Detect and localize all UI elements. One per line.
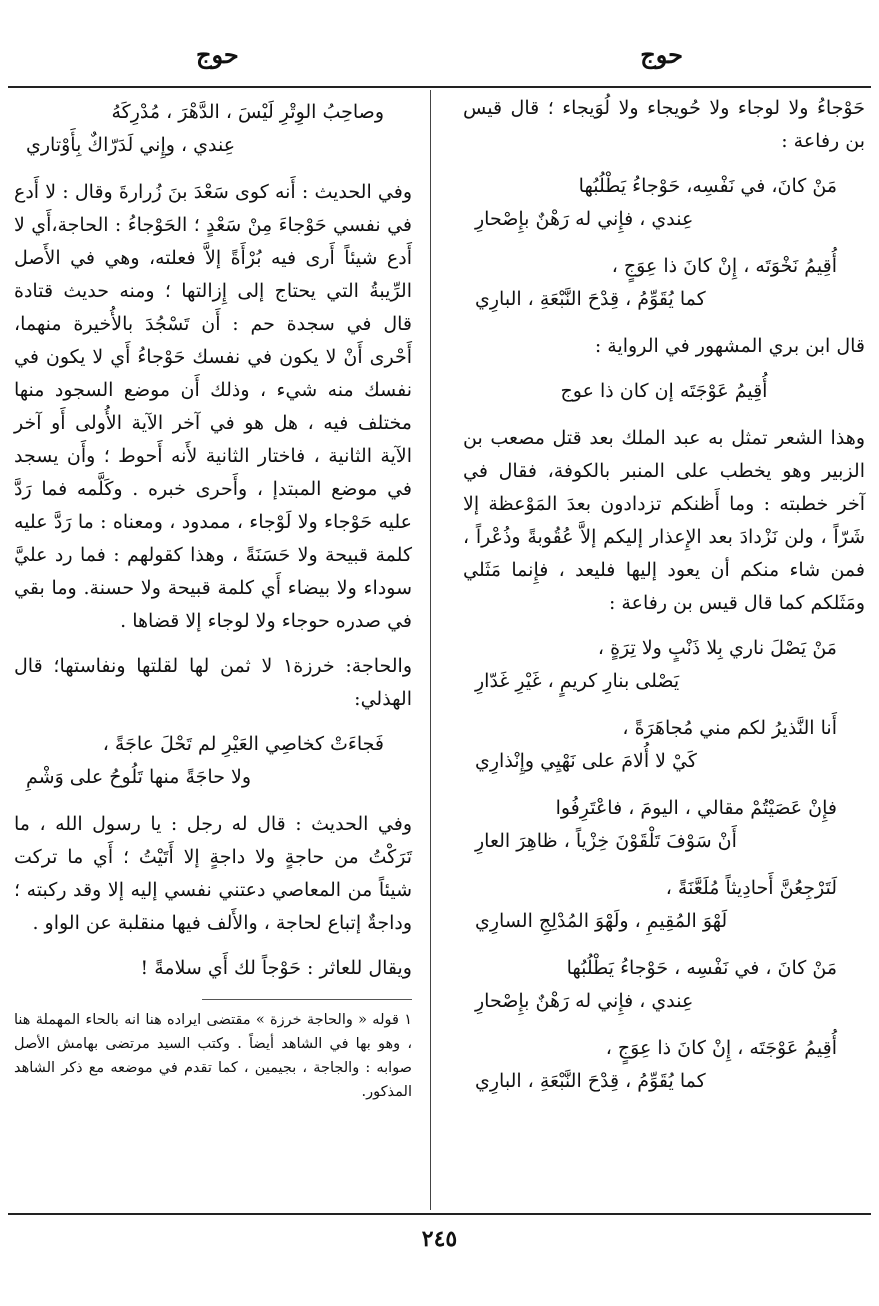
verse-hemistich-1: أُقِيمُ نَخْوَتَه ، إِنْ كانَ ذا عِوَجٍ ، xyxy=(611,255,837,277)
verse-hemistich-1: مَنْ كانَ ، في نَفْسِه ، حَوْجاءُ يَطْلُبُها xyxy=(566,957,837,979)
right-column xyxy=(463,92,865,1112)
verse-hemistich-2: لَهْوَ المُقِيمِ ، ولَهْوَ المُدْلِجِ السارِي xyxy=(475,910,728,932)
verse xyxy=(463,952,865,1018)
verse-hemistich-1: فإِنْ عَصَيْتُمْ مقالي ، اليومَ ، فاعْتَرِفُوا xyxy=(555,797,837,819)
paragraph: وفي الحديث : أَنه كوى سَعْدَ بنَ زُرارةَ وقال : لا أَدع في نفسي حَوْجاءَ مِنْ سَعْدٍ ؛ الحَوْجاءُ : الحاجة،أَي لا أَدع شيئاً أَرى فيه بُرْأَةً إلاَّ فعلته، وهي في الأَصل الرِّيبةُ التي يحتاج إلى إِزالتها ؛ ومنه حديث قتادة قال في سجدة حم : أَن تَسْجُدَ بالأُخيرة منهما، أَحْرى أَنْ لا يكون في نفسك حَوْجاءُ أَي لا يكون في نفسك منه شيء ، وذلك أَن موضع السجود منها مختلف فيه ، هل هو في آخر الآية الأُولى أَو آخر الآية الثانية ، فاختار الثانية لأَنه أَحوط ؛ وأَن يسجد في موضع المبتدإ ، وأَحرى خبره . وكَلَّمه فما رَدَّ عليه حَوْجاء ولا لَوْجاء ، ممدود ، ومعناه : ما رَدَّ عليه كلمة قبيحة ولا حَسَنَةً ، وهذا كقولهم : فما رد عليَّ سوداء ولا بيضاء أَي كلمة قبيحة ولا حسنة. وما بقي في صدره حوجاء ولا لوجاء إلا قضاها . xyxy=(14,181,412,632)
verse xyxy=(463,1032,865,1098)
verse xyxy=(463,250,865,316)
verse xyxy=(14,728,412,794)
left-column xyxy=(14,92,412,1116)
verse-hemistich-1: أَنا النَّذيرُ لكم مني مُجاهَرَةً ، xyxy=(622,717,837,739)
verse-hemistich-2: ولا حاجَةً منها تَلُوحُ على وَشْمِ xyxy=(26,766,251,788)
paragraph: وفي الحديث : قال له رجل : يا رسول الله ، ما تَرَكْتُ من حاجةٍ ولا داجةٍ إلا أَتَيْتُ ؛ أَي ما تركت شيئاً من المعاصي دعتني نفسي إليه إلا وقد ركبته ؛ وداجةٌ إتباع لحاجة ، والأَلف فيها منقلبة عن الواو . xyxy=(14,813,412,934)
verse xyxy=(463,872,865,938)
paragraph: والحاجة: خرزة١ لا ثمن لها لقلتها ونفاستها؛ قال الهذلي: xyxy=(14,655,413,710)
verse-hemistich-1: فَجاءَتْ كخاصِي العَيْرِ لم تَحْلَ عاجَةً ، xyxy=(102,733,384,755)
verse-hemistich-2: كما يُقَوِّمُ ، قِدْحَ النَّبْعَةِ ، البارِي xyxy=(475,1070,706,1092)
verse-hemistich-2: عِندي ، فإِني له رَهْنٌ بإِصْحارِ xyxy=(475,990,694,1012)
verse-hemistich-2: أَنْ سَوْفَ تَلْقَوْنَ خِزْياً ، ظاهِرَ العارِ xyxy=(475,830,737,852)
verse-hemistich-2: عِندي ، فإِني له رَهْنٌ بإِصْحارِ xyxy=(475,208,694,230)
paragraph: وهذا الشعر تمثل به عبد الملك بعد قتل مصعب بن الزبير وهو يخطب على المنبر بالكوفة، فقال في آخر خطبته : وما أَظنكم تزدادون بعدَ المَوْعظة إلا شَرّاً ، ولن نَزْدادَ بعد الإِعذار إليكم إلاَّ عُقُوبةً وذُعْراً ، فمن شاء منكم أن يعود إليها فليعد ، فإِنما مَثَلي ومَثَلكم كما قال قيس بن رفاعة : xyxy=(463,427,865,614)
verse xyxy=(463,792,865,858)
footnote: ١ قوله « والحاجة خرزة » مقتضى ايراده هنا انه بالحاء المهملة هنا ، وهو بها في الشاهد أيضاً . وكتب السيد مرتضى بهامش الأصل صوابه : والجاجة ، بجيمين ، كما تقدم في موضعه مع ذكر الشاهد المذكور. xyxy=(14,1012,412,1100)
verse-line: أُقِيمُ عَوْجَتَه إن كان ذا عوج xyxy=(560,380,768,402)
verse-hemistich-1: لَتَرْجِعُنَّ أَحادِيثاً مُلَعَّنَةً ، xyxy=(665,877,837,899)
verse xyxy=(14,96,412,162)
paragraph: ويقال للعاثر : حَوْجاً لك أَي سلامةً ! xyxy=(140,957,412,979)
top-rule xyxy=(8,86,871,88)
verse-hemistich-1: مَنْ كانَ، في نَفْسِه، حَوْجاءُ يَطْلُبُها xyxy=(578,175,837,197)
paragraph: حَوْجاءُ ولا لوجاء ولا حُويجاء ولا لُوَيجاء ؛ قال قيس بن رفاعة : xyxy=(463,97,865,152)
paragraph: قال ابن بري المشهور في الرواية : xyxy=(594,335,865,357)
verse-hemistich-1: أُقِيمُ عَوْجَتَه ، إِنْ كانَ ذا عِوَجٍ ، xyxy=(605,1037,837,1059)
header-left: حوج xyxy=(196,40,239,69)
verse-hemistich-2: كما يُقَوِّمُ ، قِدْحَ النَّبْعَةِ ، البارِي xyxy=(475,288,706,310)
header-right: حوج xyxy=(640,40,683,69)
verse-hemistich-1: وصاحِبُ الوِتْرِ لَيْسَ ، الدَّهْرَ ، مُدْرِكَهُ xyxy=(111,101,384,123)
page-number: ٢٤٥ xyxy=(421,1226,458,1252)
bottom-rule xyxy=(8,1213,871,1215)
verse xyxy=(463,712,865,778)
footnote-rule xyxy=(202,999,412,1000)
verse-hemistich-2: كَيْ لا أُلامَ على نَهْيِي وإِنْذارِي xyxy=(475,750,697,772)
verse xyxy=(463,632,865,698)
verse xyxy=(463,170,865,236)
column-divider xyxy=(430,90,431,1210)
verse-hemistich-1: مَنْ يَصْلَ ناري بِلا ذَنْبٍ ولا تِرَةٍ ، xyxy=(597,637,837,659)
verse xyxy=(463,375,865,408)
verse-hemistich-2: عِندي ، وإِني لَدَرّاكٌ بِأَوْتاري xyxy=(26,134,236,156)
verse-hemistich-2: يَصْلى بنارِ كريمٍ ، غَيْرِ غَدّارِ xyxy=(475,670,680,692)
